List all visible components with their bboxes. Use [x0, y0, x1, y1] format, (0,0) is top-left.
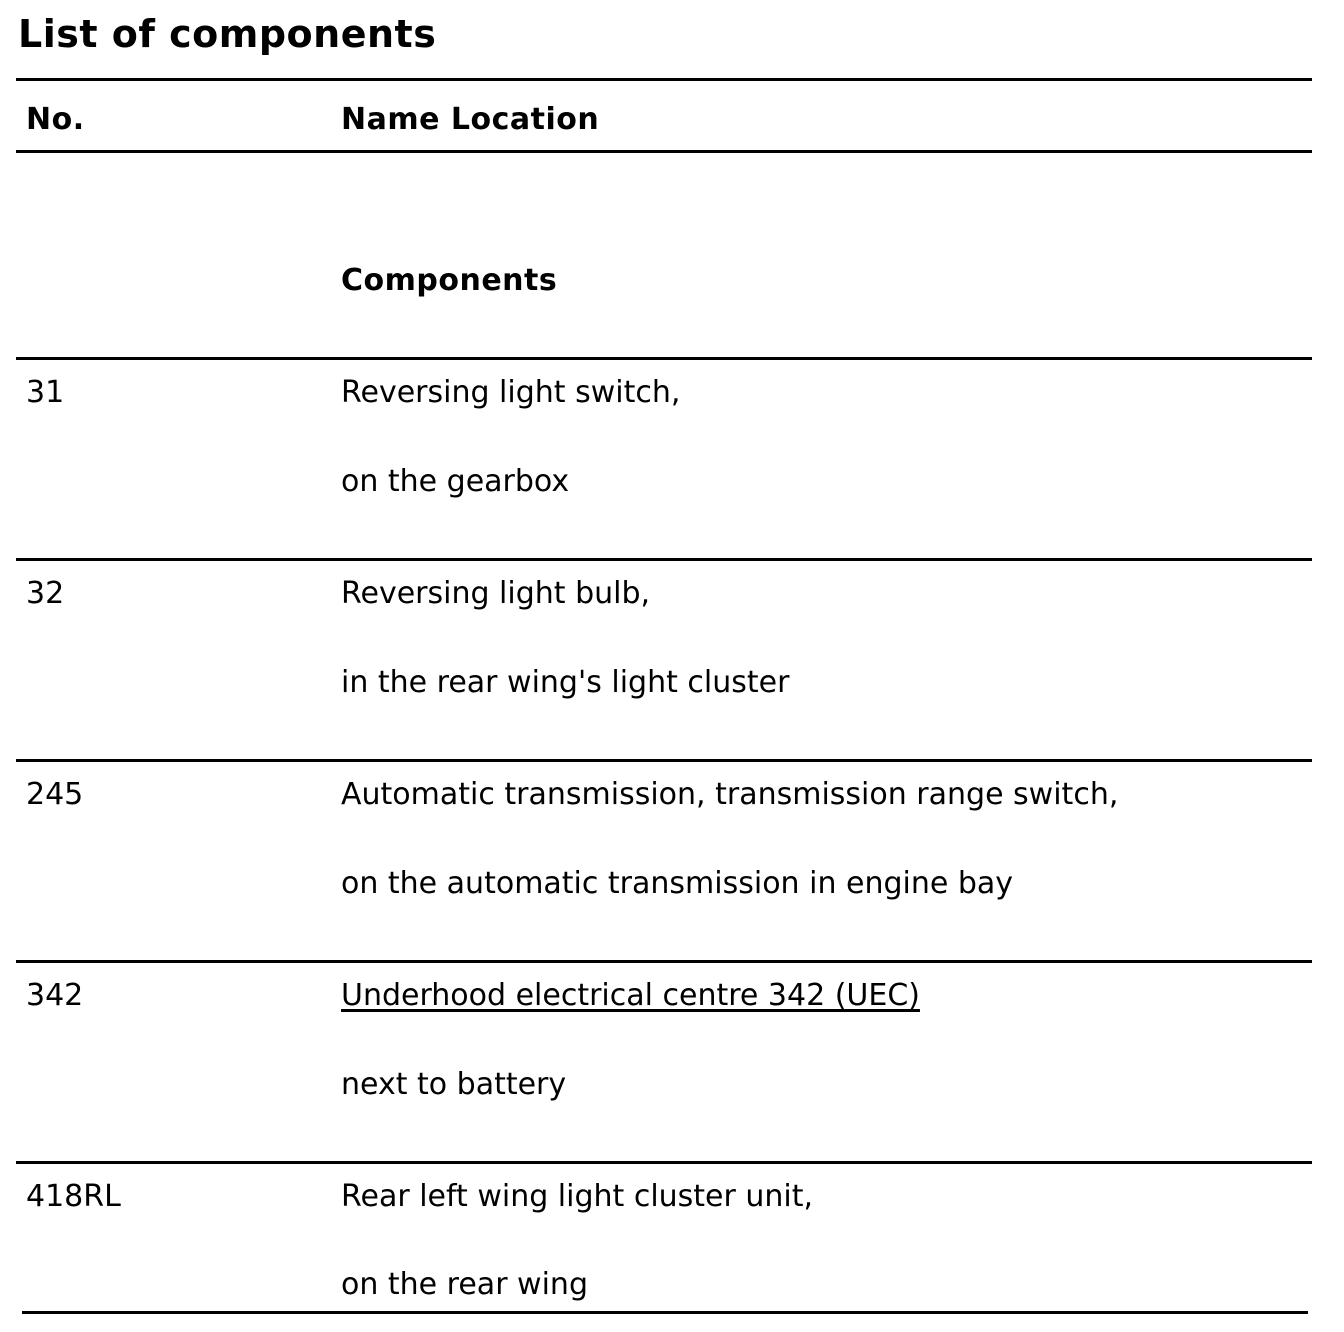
component-location: in the rear wing's light cluster	[341, 665, 790, 700]
component-name: Automatic transmission, transmission range switch,	[341, 777, 1119, 812]
component-location: on the gearbox	[341, 464, 570, 499]
row-rule	[16, 759, 1312, 762]
table-top-rule	[16, 78, 1312, 81]
component-name: Rear left wing light cluster unit,	[341, 1179, 814, 1214]
component-location: next to battery	[341, 1067, 567, 1102]
row-number: 31	[26, 375, 65, 410]
row-rule	[16, 558, 1312, 561]
row-rule	[16, 357, 1312, 360]
row-rule	[16, 1161, 1312, 1164]
row-number: 418RL	[26, 1179, 121, 1214]
table-bottom-rule	[22, 1311, 1308, 1314]
component-name: Reversing light bulb,	[341, 576, 651, 611]
header-no: No.	[26, 102, 85, 137]
row-number: 32	[26, 576, 65, 611]
header-name-location: Name Location	[341, 102, 600, 137]
page-title: List of components	[18, 12, 437, 56]
section-label: Components	[341, 263, 558, 298]
component-link[interactable]: Underhood electrical centre 342 (UEC)	[341, 978, 920, 1013]
component-name: Reversing light switch,	[341, 375, 681, 410]
row-number: 342	[26, 978, 84, 1013]
component-location: on the automatic transmission in engine bay	[341, 866, 1014, 901]
row-rule	[16, 960, 1312, 963]
row-number: 245	[26, 777, 84, 812]
header-rule	[16, 150, 1312, 153]
component-location: on the rear wing	[341, 1267, 588, 1302]
